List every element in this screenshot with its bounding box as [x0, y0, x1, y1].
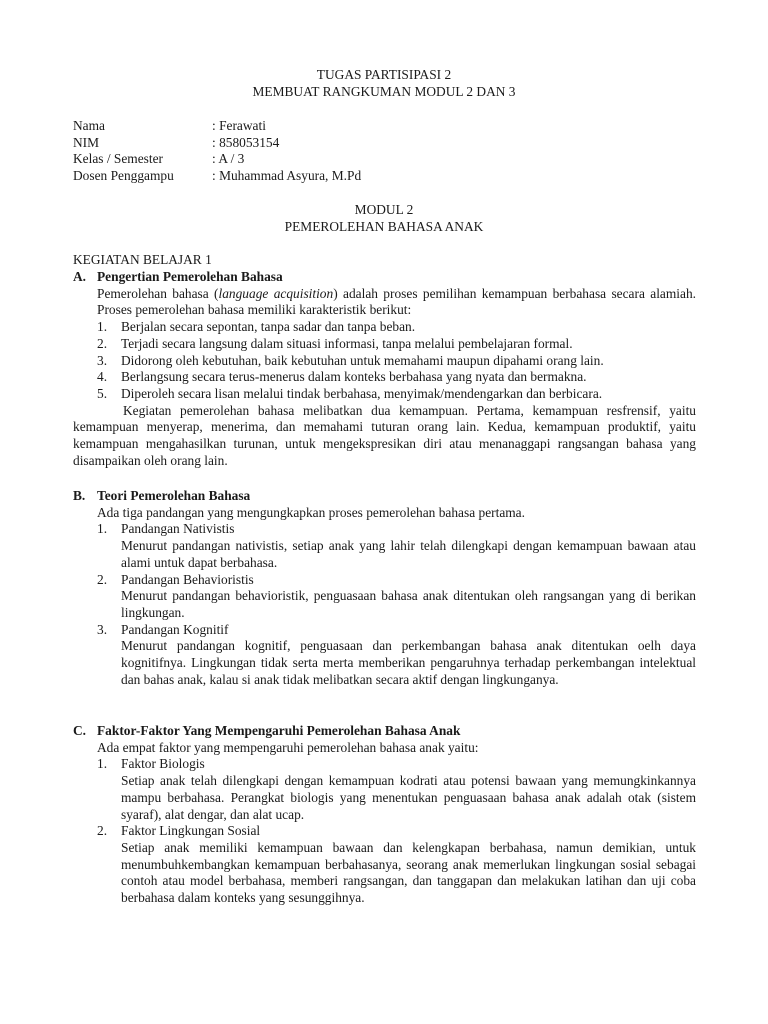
info-row-nim: [73, 135, 361, 152]
item-body: Setiap anak telah dilengkapi dengan kemampuan kodrati atau potensi bawaan yang memungkinkannya mampu berbahasa. Perangkat biologis yang menentukan penguasaan bahasa anak adalah otak (sistem syaraf), alat dengar, dan alat ucap.: [121, 773, 696, 822]
document-title: TUGAS PARTISIPASI 2: [316, 67, 452, 82]
list-item: [73, 756, 696, 773]
item-text: Didorong oleh kebutuhan, baik kebutuhan untuk memahami maupun dipahami orang lain.: [121, 352, 604, 368]
section-letter: B.: [73, 488, 86, 503]
info-label: NIM: [73, 134, 100, 150]
modul-title: MODUL 2: [354, 202, 414, 217]
info-value: : 858053154: [212, 134, 280, 150]
section-b: [73, 488, 696, 688]
item-text: Diperoleh secara lisan melalui tindak berbahasa, menyimak/mendengarkan dan berbicara.: [121, 385, 603, 401]
list-item: [73, 521, 696, 538]
info-row-dosen: [73, 168, 361, 185]
item-body: Menurut pandangan kognitif, penguasaan dan perkembangan bahasa anak ditentukan oelh daya kognitifnya. Lingkungan tidak serta merta memberikan pengaruhnya terhadap perkembangan intelektual dan bahas anak, kalau si anak tidak melibatkan secara aktif dengan lingkunganya.: [121, 638, 696, 687]
item-number: 1.: [97, 521, 108, 537]
item-number: 2.: [97, 571, 108, 587]
kegiatan-heading: KEGIATAN BELAJAR 1: [73, 252, 212, 267]
intro-text: Pemerolehan bahasa (: [97, 285, 219, 301]
section-letter: C.: [73, 723, 87, 738]
list-item: [73, 622, 696, 639]
item-number: 4.: [97, 369, 108, 385]
item-title: Pandangan Kognitif: [121, 621, 229, 637]
section-title: Teori Pemerolehan Bahasa: [97, 488, 251, 503]
info-value: : Ferawati: [212, 118, 266, 133]
section-title: Faktor-Faktor Yang Mempengaruhi Pemerolehan Bahasa Anak: [97, 723, 461, 738]
section-title: Pengertian Pemerolehan Bahasa: [97, 269, 283, 284]
list-item: [73, 353, 696, 370]
section-heading: [73, 723, 696, 740]
item-text: Terjadi secara langsung dalam situasi informasi, tanpa melalui pembelajaran formal.: [121, 335, 573, 351]
item-title: Faktor Biologis: [121, 756, 205, 772]
section-heading: [73, 488, 696, 505]
item-number: 3.: [97, 621, 108, 637]
item-number: 3.: [97, 352, 108, 368]
item-title: Faktor Lingkungan Sosial: [121, 823, 261, 839]
item-number: 5.: [97, 385, 108, 401]
item-text: Berjalan secara sepontan, tanpa sadar dan tanpa beban.: [121, 319, 416, 335]
item-body: Menurut pandangan nativistis, setiap anak yang lahir telah dilengkapi dengan kemampuan bawaan atau alami untuk dapat berbahasa.: [121, 538, 696, 570]
section-heading: [73, 269, 696, 286]
item-text: Berlangsung secara terus-menerus dalam konteks berbahasa yang nyata dan bermakna.: [121, 369, 587, 385]
section-intro: [73, 286, 696, 319]
intro-italic: language acquisition: [218, 285, 334, 301]
list-item: [73, 386, 696, 403]
intro-text: ) adalah proses pemilihan kemampuan berbahasa secara alamiah. Proses pemerolehan bahasa memiliki karakteristik berikut:: [97, 285, 696, 318]
item-body: Menurut pandangan behavioristik, penguasaan bahasa anak ditentukan oleh rangsangan yang di berikan lingkungan.: [121, 588, 696, 620]
modul-subtitle: PEMEROLEHAN BAHASA ANAK: [284, 219, 484, 234]
section-a: [73, 269, 696, 469]
item-body: Setiap anak memiliki kemampuan bawaan dan kelengkapan berbahasa, namun demikian, untuk menumbuhkembangkan kemampuan berbahasanya, seorang anak memerlukan lingkungan sosial sebagai contoh atau model berbahasa, memberi rangsangan, dan tanggapan dan melakukan latihan dan uji coba berbahasa dalam konteks yang sesunggihnya.: [121, 839, 696, 906]
list-item: [73, 319, 696, 336]
info-row-kelas: [73, 151, 361, 168]
item-title: Pandangan Behavioristis: [121, 571, 254, 587]
item-number: 1.: [97, 756, 108, 772]
list-item: [73, 369, 696, 386]
info-label: Nama: [73, 118, 105, 133]
info-label: Kelas / Semester: [73, 151, 163, 166]
item-number: 2.: [97, 823, 108, 839]
document-subtitle: MEMBUAT RANGKUMAN MODUL 2 DAN 3: [252, 84, 516, 99]
item-number: 1.: [97, 319, 108, 335]
info-value: : A / 3: [212, 151, 245, 166]
section-intro: Ada empat faktor yang mempengaruhi pemerolehan bahasa anak yaitu:: [97, 739, 479, 755]
list-item: [73, 572, 696, 589]
list-item: [73, 336, 696, 353]
list-item: [73, 823, 696, 840]
info-row-nama: [73, 118, 361, 135]
item-title: Pandangan Nativistis: [121, 521, 235, 537]
info-label: Dosen Penggampu: [73, 167, 174, 183]
item-number: 2.: [97, 335, 108, 351]
section-intro: Ada tiga pandangan yang mengungkapkan proses pemerolehan bahasa pertama.: [97, 504, 525, 520]
info-value: : Muhammad Asyura, M.Pd: [212, 167, 362, 183]
section-c: [73, 723, 696, 907]
student-info: [73, 118, 361, 184]
section-closing: Kegiatan pemerolehan bahasa melibatkan dua kemampuan. Pertama, kemampuan resfrensif, yaitu kemampuan menyerap, menerima, dan memahami tuturan orang lain. Kedua, kemampuan produktif, yaitu kemampuan mengahasilkan turunan, untuk mengekspresikan diri atau menanaggapi rangsangan bahasa yang disampaikan oleh orang lain.: [73, 402, 696, 468]
section-letter: A.: [73, 269, 87, 284]
